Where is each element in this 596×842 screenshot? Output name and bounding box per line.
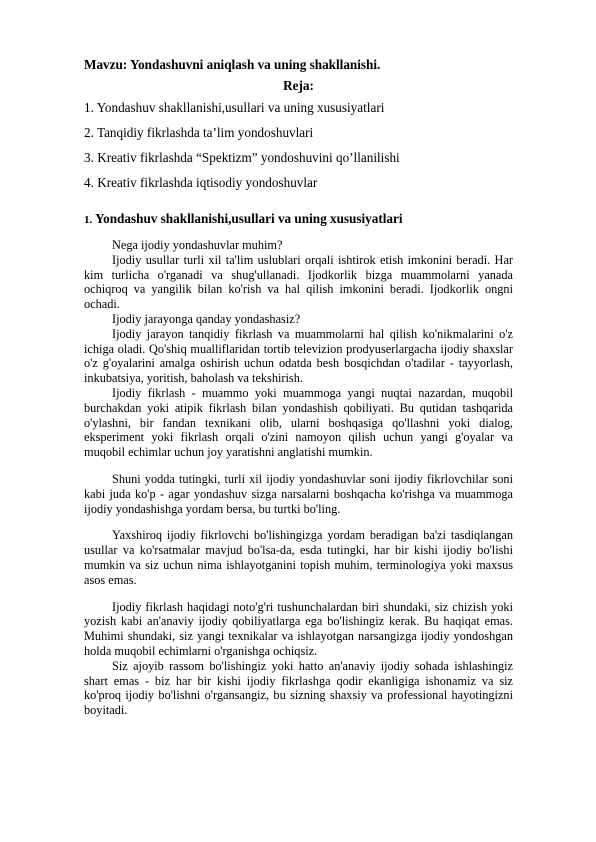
paragraph: Ijodiy jarayon tanqidiy fikrlash va muammolarni hal qilish ko'nikmalarini o'z ichiga oladi. Qo'shiq mualliflaridan tortib televizion prodyuserlargacha ijodiy shaxslar o'z g'oyalarini amalga oshirish uchun odatda besh bosqichdan o'tadilar - tayyorlash, inkubatsiya, yoritish, baholash va tekshirish. [84, 326, 513, 386]
paragraph: Shuni yodda tutingki, turli xil ijodiy yondashuvlar soni ijodiy fikrlovchilar soni kabi juda ko'p - agar yondashuv sizga narsalarni boshqacha ko'rishga va muammoga ijodiy yondashishga yordam bersa, bu turtki bo'ling. [84, 471, 513, 516]
plan-item: 1. Yondashuv shakllanishi,usullari va uning xususiyatlari [84, 100, 385, 115]
topic-heading: Mavzu: Yondashuvni aniqlash va uning shakllanishi. [84, 57, 381, 72]
document-content [84, 57, 513, 718]
plan-item: 3. Kreativ fikrlashda “Spektizm” yondoshuvini qo’llanilishi [84, 150, 400, 165]
section-heading [84, 211, 513, 228]
paragraph: Ijodiy fikrlash - muammo yoki muammoga yangi nuqtai nazardan, muqobil burchakdan yoki atipik fikrlash bilan yondashish qobiliyati. Bu qutidan tashqarida o'ylashni, bir fandan texnikani olib, ularni boshqasiga qo'llashni yoki dialog, eksperiment yoki fikrlash orqali o'zini namoyon qilish uchun yangi g'oyalar va muqobil echimlar uchun joy yaratishni anglatishi mumkin. [84, 385, 513, 460]
plan-title: Reja: [283, 78, 314, 93]
paragraph-question: Nega ijodiy yondashuvlar muhim? [112, 238, 283, 252]
paragraph: Ijodiy usullar turli xil ta'lim uslublari orqali ishtirok etish imkonini beradi. Har kim turlicha o'rganadi va shug'ullanadi. Ijodkorlik bizga muammolarni yanada ochiqroq va yangilik bilan ko'rish va hal qilish imkonini beradi. Ijodkorlik ongni ochadi. [84, 252, 513, 312]
paragraph: Siz ajoyib rassom bo'lishingiz yoki hatto an'anaviy ijodiy sohada ishlashingiz shart emas - biz har bir kishi ijodiy fikrlashga qodir ekanligiga ishonamiz va siz ko'proq ijodiy bo'lishni o'rgansangiz, bu sizning shaxsiy va professional hayotingizni boyitadi. [84, 658, 513, 718]
plan-item: 2. Tanqidiy fikrlashda ta’lim yondoshuvlari [84, 125, 314, 140]
paragraph-question: Ijodiy jarayonga qanday yondashasiz? [112, 311, 301, 326]
section-number: 1. [84, 214, 93, 226]
section-title: Yondashuv shakllanishi,usullari va uning xususiyatlari [95, 211, 403, 226]
paragraph: Ijodiy fikrlash haqidagi noto'g'ri tushunchalardan biri shundaki, siz chizish yoki yozish kabi an'anaviy ijodiy qobiliyatlarga ega bo'lishingiz kerak. Bu haqiqat emas. Muhimi shundaki, siz yangi texnikalar va ishlayotgan narsangizga ijodiy yondoshgan holda muqobil echimlarni o'rganishga ochiqsiz. [84, 599, 513, 658]
plan-item: 4. Kreativ fikrlashda iqtisodiy yondoshuvlar [84, 175, 318, 190]
paragraph: Yaxshiroq ijodiy fikrlovchi bo'lishingizga yordam beradigan ba'zi tasdiqlangan usullar va ko'rsatmalar mavjud bo'lsa-da, esda tutingki, har bir kishi ijodiy bo'lishi mumkin va siz uchun nima ishlayotganini topish muhim, terminologiya yoki maxsus asos emas. [84, 528, 513, 587]
